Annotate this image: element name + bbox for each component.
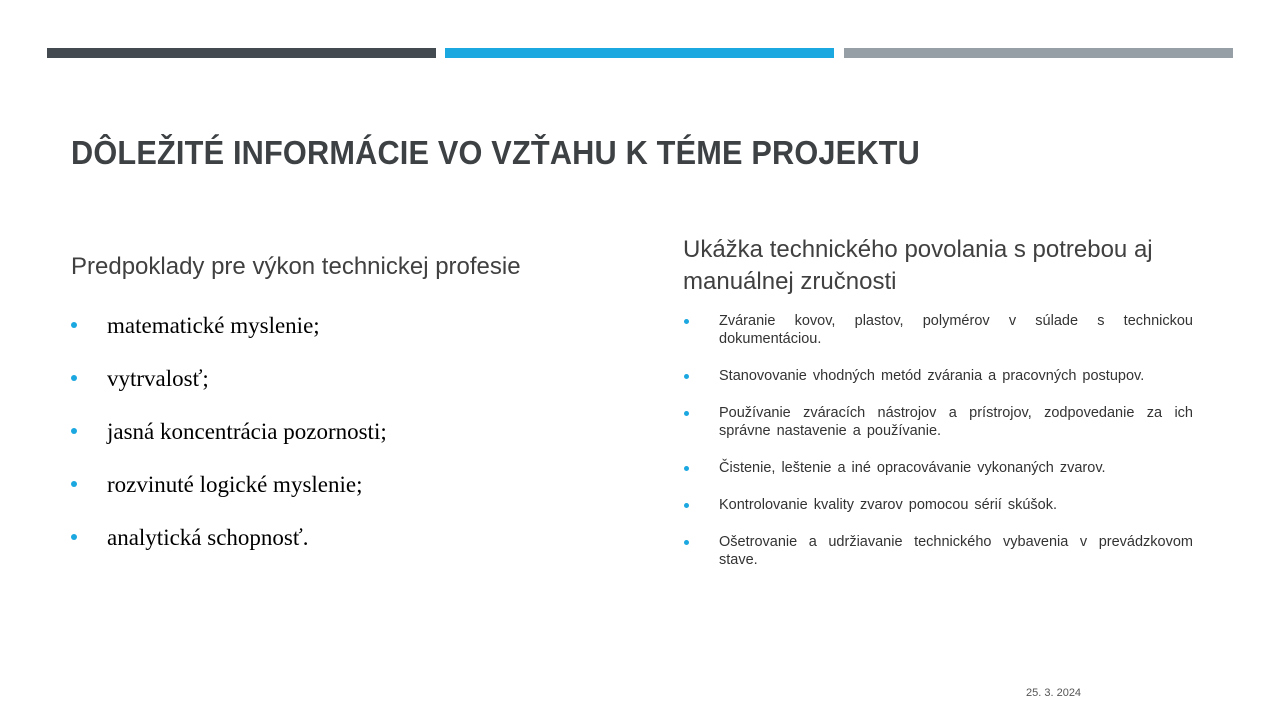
- bullet-dot-icon: [71, 375, 77, 381]
- list-item: [71, 417, 631, 470]
- decor-bar-blue: [445, 48, 834, 58]
- list-item-text: Ošetrovanie a udržiavanie technického vybavenia v prevádzkovom stave.: [719, 534, 1193, 568]
- bullet-dot-icon: [71, 428, 77, 434]
- list-item: [683, 533, 1193, 569]
- list-item-text: Stanovovanie vhodných metód zvárania a pracovných postupov.: [719, 368, 1145, 384]
- bullet-dot-icon: [684, 540, 689, 545]
- bullet-dot-icon: [71, 534, 77, 540]
- list-item-text: rozvinuté logické myslenie;: [107, 472, 363, 497]
- right-bullet-list: [683, 312, 1193, 588]
- list-item-text: Čistenie, leštenie a iné opracovávanie vykonaných zvarov.: [719, 460, 1106, 476]
- decor-bar-gray: [844, 48, 1233, 58]
- list-item: [71, 364, 631, 417]
- bullet-dot-icon: [684, 466, 689, 471]
- bullet-dot-icon: [684, 503, 689, 508]
- bullet-dot-icon: [684, 319, 689, 324]
- list-item: [683, 404, 1193, 440]
- left-column-heading: Predpoklady pre výkon technickej profesie: [71, 253, 521, 280]
- bullet-dot-icon: [71, 481, 77, 487]
- bullet-dot-icon: [71, 322, 77, 328]
- list-item: [71, 311, 631, 364]
- list-item-text: Kontrolovanie kvality zvarov pomocou sérií skúšok.: [719, 497, 1058, 513]
- right-column-heading: Ukážka technického povolania s potrebou aj manuálnej zručnosti: [683, 236, 1153, 295]
- list-item: [71, 470, 631, 523]
- list-item: [683, 459, 1193, 477]
- list-item-text: matematické myslenie;: [107, 313, 320, 338]
- left-bullet-list: [71, 311, 631, 576]
- slide-title: DÔLEŽITÉ INFORMÁCIE VO VZŤAHU K TÉME PROJEKTU: [71, 134, 920, 171]
- decor-bar-dark: [47, 48, 436, 58]
- list-item: [683, 367, 1193, 385]
- list-item-text: Zváranie kovov, plastov, polymérov v súlade s technickou dokumentáciou.: [719, 313, 1193, 347]
- list-item-text: vytrvalosť;: [107, 366, 209, 391]
- list-item-text: analytická schopnosť.: [107, 525, 309, 550]
- slide-date: 25. 3. 2024: [1026, 687, 1082, 699]
- bullet-dot-icon: [684, 374, 689, 379]
- list-item: [71, 523, 631, 576]
- list-item: [683, 312, 1193, 348]
- list-item-text: Používanie zváracích nástrojov a prístrojov, zodpovedanie za ich správne nastavenie a používanie.: [719, 405, 1193, 439]
- list-item: [683, 496, 1193, 514]
- list-item-text: jasná koncentrácia pozornosti;: [107, 419, 387, 444]
- bullet-dot-icon: [684, 411, 689, 416]
